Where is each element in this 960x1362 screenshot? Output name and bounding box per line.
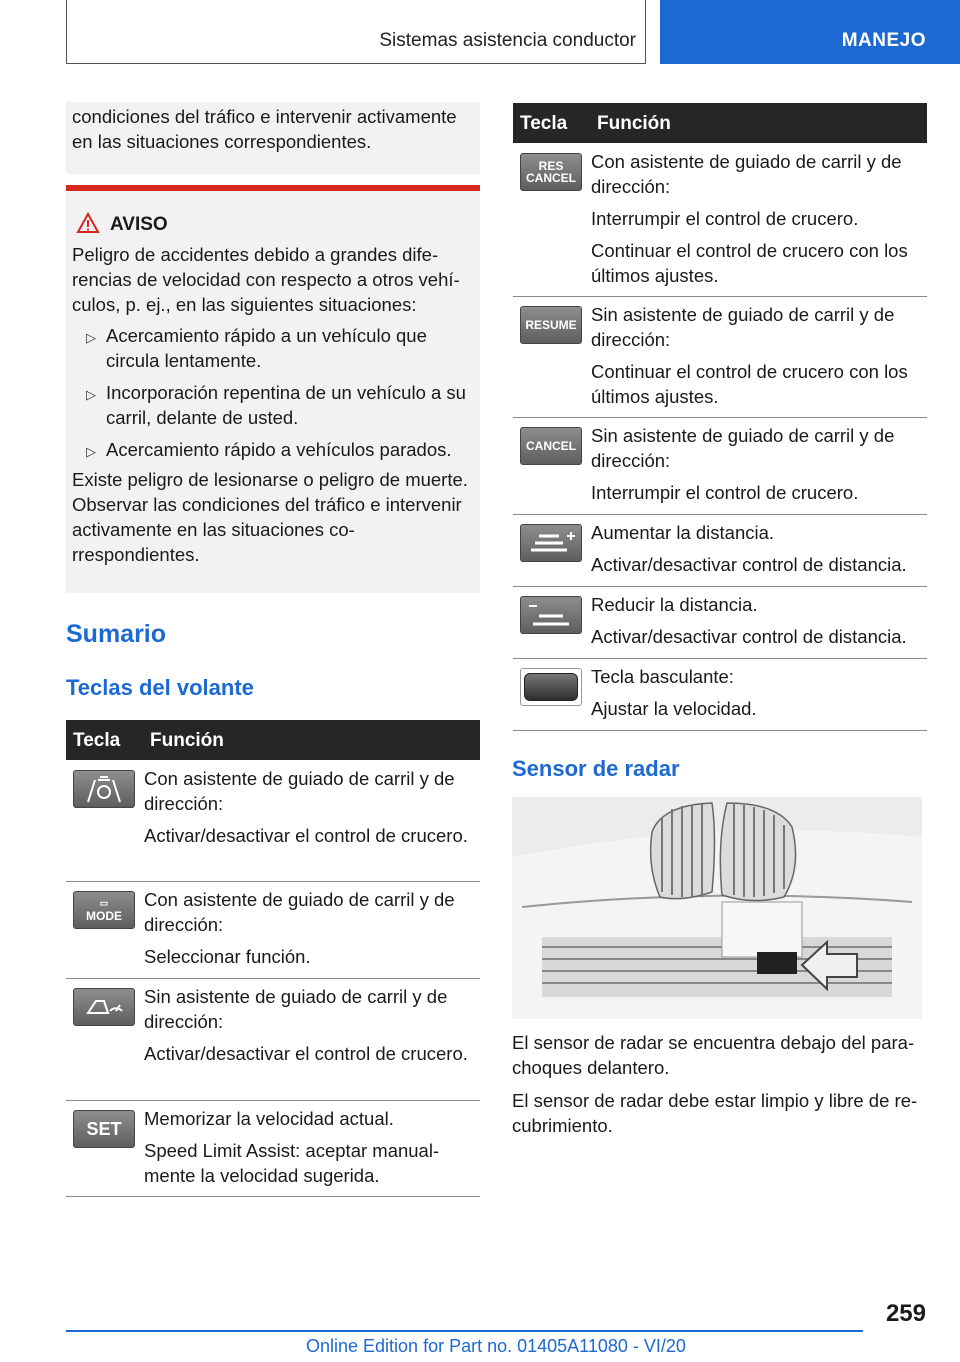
distance-decrease-icon xyxy=(520,596,582,634)
function-text: Reducir la distancia. xyxy=(591,594,758,615)
col-function-header: Función xyxy=(597,113,671,134)
function-text: Interrumpir el control de crucero. xyxy=(591,208,859,229)
footer-rule xyxy=(66,1330,863,1332)
function-text: Memorizar la velocidad actual. xyxy=(144,1108,394,1129)
chapter-tab[interactable] xyxy=(660,0,960,64)
function-text: Sin asistente de guiado de carril y de dirección: xyxy=(591,425,895,471)
subheading-teclas: Teclas del volante xyxy=(66,675,254,700)
table-row xyxy=(513,143,927,297)
warning-icon xyxy=(76,212,100,239)
radar-text-2: El sensor de radar debe estar limpio y libre de recubrimiento. xyxy=(512,1090,918,1136)
function-text: Activar/desactivar control de distancia. xyxy=(591,626,907,647)
lane-assist-steering-icon xyxy=(73,770,135,808)
heading-sensor-radar: Sensor de radar xyxy=(512,756,680,781)
table-header xyxy=(513,103,927,143)
cancel-button-icon: CANCEL xyxy=(520,427,582,465)
intro-box xyxy=(66,102,480,174)
cruise-control-icon xyxy=(73,988,135,1026)
function-text: Con asistente de guiado de carril y de dirección: xyxy=(144,889,455,935)
page-number: 259 xyxy=(885,1300,926,1327)
triangle-bullet-icon: ▷ xyxy=(86,444,96,459)
edition-text: Online Edition for Part no. 01405A11080 - VI/20 xyxy=(306,1336,686,1356)
triangle-bullet-icon: ▷ xyxy=(86,387,96,402)
warning-box xyxy=(66,185,480,593)
triangle-bullet-icon: ▷ xyxy=(86,330,96,345)
function-text: Tecla basculante: xyxy=(591,666,734,687)
radar-sensor-image xyxy=(512,797,922,1019)
col-key-header: Tecla xyxy=(520,113,568,134)
warning-list-item: ▷ Incorporación repentina de un vehículo a su carril, delante de usted. xyxy=(86,382,466,428)
warning-closing: Existe peligro de lesionarse o peligro de muerte. Observar las condiciones del tráfico e intervenir activamente en las situaciones correspondientes. xyxy=(72,469,468,565)
warning-title: AVISO xyxy=(110,214,168,235)
function-text: Activar/desactivar el control de crucero. xyxy=(144,1043,468,1064)
function-text: Ajustar la velocidad. xyxy=(591,698,757,719)
function-text: Continuar el control de crucero con los últimos ajustes. xyxy=(591,240,908,286)
function-text: Interrumpir el control de crucero. xyxy=(591,482,859,503)
table-row xyxy=(513,514,927,587)
function-text: Con asistente de guiado de carril y de dirección: xyxy=(144,768,455,814)
table-header xyxy=(66,720,480,760)
res-cancel-button-icon: RES CANCEL xyxy=(520,153,582,191)
section-title: Sistemas asistencia conductor xyxy=(379,30,636,51)
function-text: Sin asistente de guiado de carril y de dirección: xyxy=(144,986,448,1032)
function-text: Speed Limit Assist: aceptar manualmente la velocidad sugerida. xyxy=(144,1140,440,1186)
warning-list-item: ▷ Acercamiento rápido a vehículos parados. xyxy=(72,437,476,462)
intro-text: condiciones del tráfico e intervenir activamente en las situaciones correspondientes. xyxy=(72,106,457,152)
set-button-icon: SET xyxy=(73,1110,135,1148)
heading-sumario: Sumario xyxy=(66,620,167,648)
table-row xyxy=(66,978,480,1101)
function-text: Activar/desactivar control de distancia. xyxy=(591,554,907,575)
function-text: Con asistente de guiado de carril y de dirección: xyxy=(591,151,902,197)
mode-button-icon: ▭ MODE xyxy=(73,891,135,929)
table-row xyxy=(513,586,927,659)
col-key-header: Tecla xyxy=(73,730,121,751)
warning-list-item: ▷ Acercamiento rápido a un vehículo que circula lentamente. xyxy=(86,325,427,371)
function-text: Seleccionar función. xyxy=(144,946,311,967)
distance-increase-icon xyxy=(520,524,582,562)
warning-text: Peligro de accidentes debido a grandes diferencias de velocidad con respecto a otros vehículos, p. ej., en las siguientes situaciones: xyxy=(72,244,460,315)
col-function-header: Función xyxy=(150,730,224,751)
table-row xyxy=(66,1100,480,1197)
chapter-tab-label: MANEJO xyxy=(841,30,926,51)
function-text: Activar/desactivar el control de crucero. xyxy=(144,825,468,846)
table-row xyxy=(513,296,927,418)
table-row xyxy=(513,658,927,731)
resume-button-icon: RESUME xyxy=(520,306,582,344)
function-text: Sin asistente de guiado de carril y de dirección: xyxy=(591,304,895,350)
table-row xyxy=(513,417,927,515)
table-row xyxy=(66,881,480,979)
rocker-switch-icon xyxy=(520,668,582,706)
table-row xyxy=(66,760,480,882)
function-text: Aumentar la distancia. xyxy=(591,522,775,543)
warning-bar xyxy=(66,185,480,191)
function-text: Continuar el control de crucero con los últimos ajustes. xyxy=(591,361,908,407)
radar-text-1: El sensor de radar se encuentra debajo del parachoques delantero. xyxy=(512,1032,915,1078)
